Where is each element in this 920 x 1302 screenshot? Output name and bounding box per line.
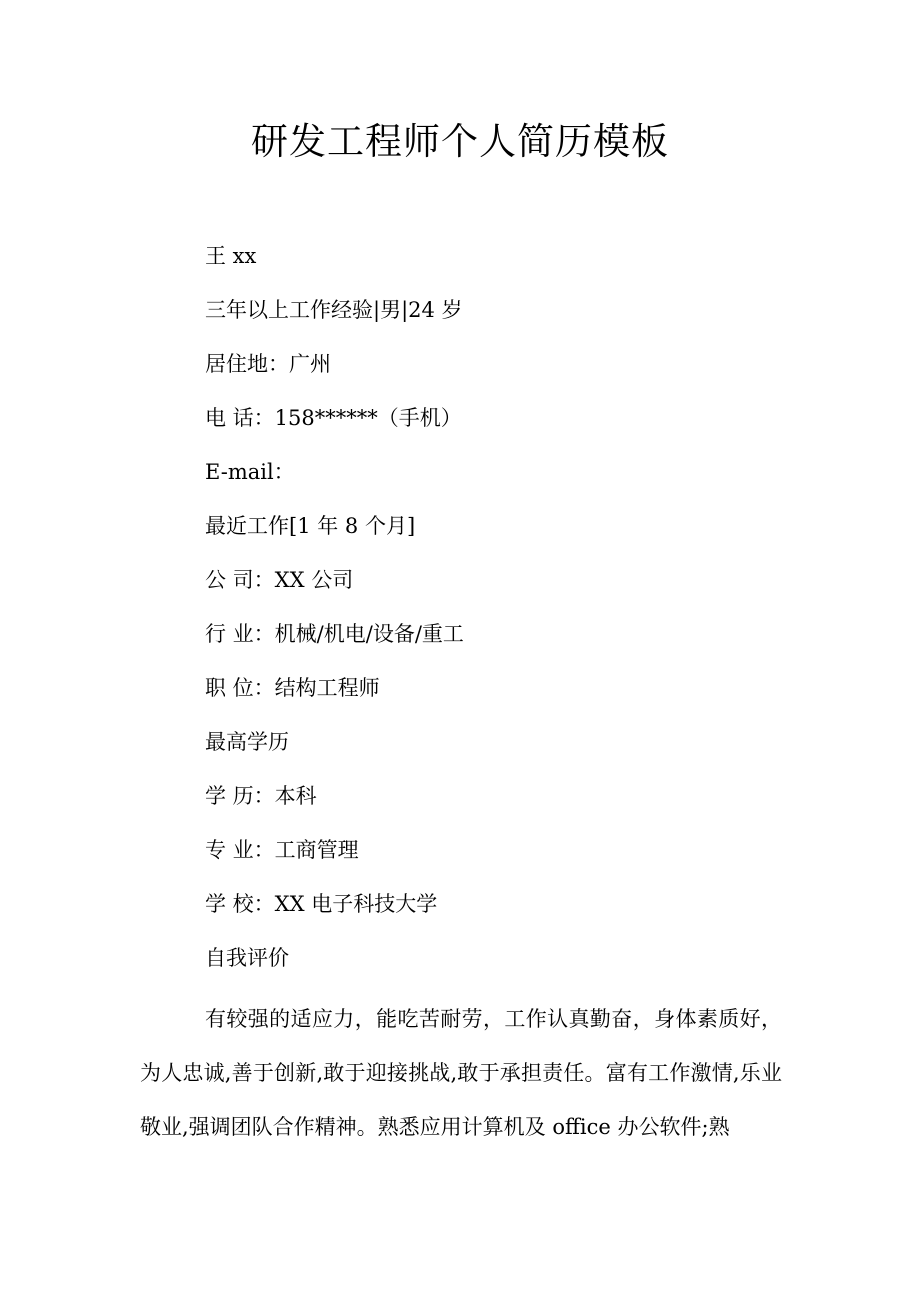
residence-line: 居住地：广州 [205, 352, 331, 376]
name-line: 王 xx [205, 244, 257, 268]
major-line: 专 业：工商管理 [205, 838, 359, 862]
school-line: 学 校：XX 电子科技大学 [205, 892, 438, 916]
self-evaluation-heading: 自我评价 [205, 946, 289, 970]
phone-line: 电 话：158******（手机） [205, 406, 462, 430]
company-line: 公 司：XX 公司 [205, 568, 354, 592]
email-line: E-mail： [205, 460, 295, 484]
document-title: 研发工程师个人简历模板 [251, 120, 669, 163]
education-heading: 最高学历 [205, 730, 289, 754]
experience-gender-age-line: 三年以上工作经验|男|24 岁 [205, 298, 463, 322]
self-evaluation-paragraph: 有较强的适应力，能吃苦耐劳，工作认真勤奋，身体素质好，为人忠诚,善于创新,敢于迎接挑战,敢于承担责任。富有工作激情,乐业敬业,强调团队合作精神。熟悉应用计算机及 office 办公软件;熟 [140, 1007, 782, 1139]
position-line: 职 位：结构工程师 [205, 676, 380, 700]
degree-line: 学 历：本科 [205, 784, 317, 808]
industry-line: 行 业：机械/机电/设备/重工 [205, 622, 464, 646]
resume-info-list [205, 236, 805, 992]
recent-work-heading: 最近工作[1 年 8 个月] [205, 514, 416, 538]
